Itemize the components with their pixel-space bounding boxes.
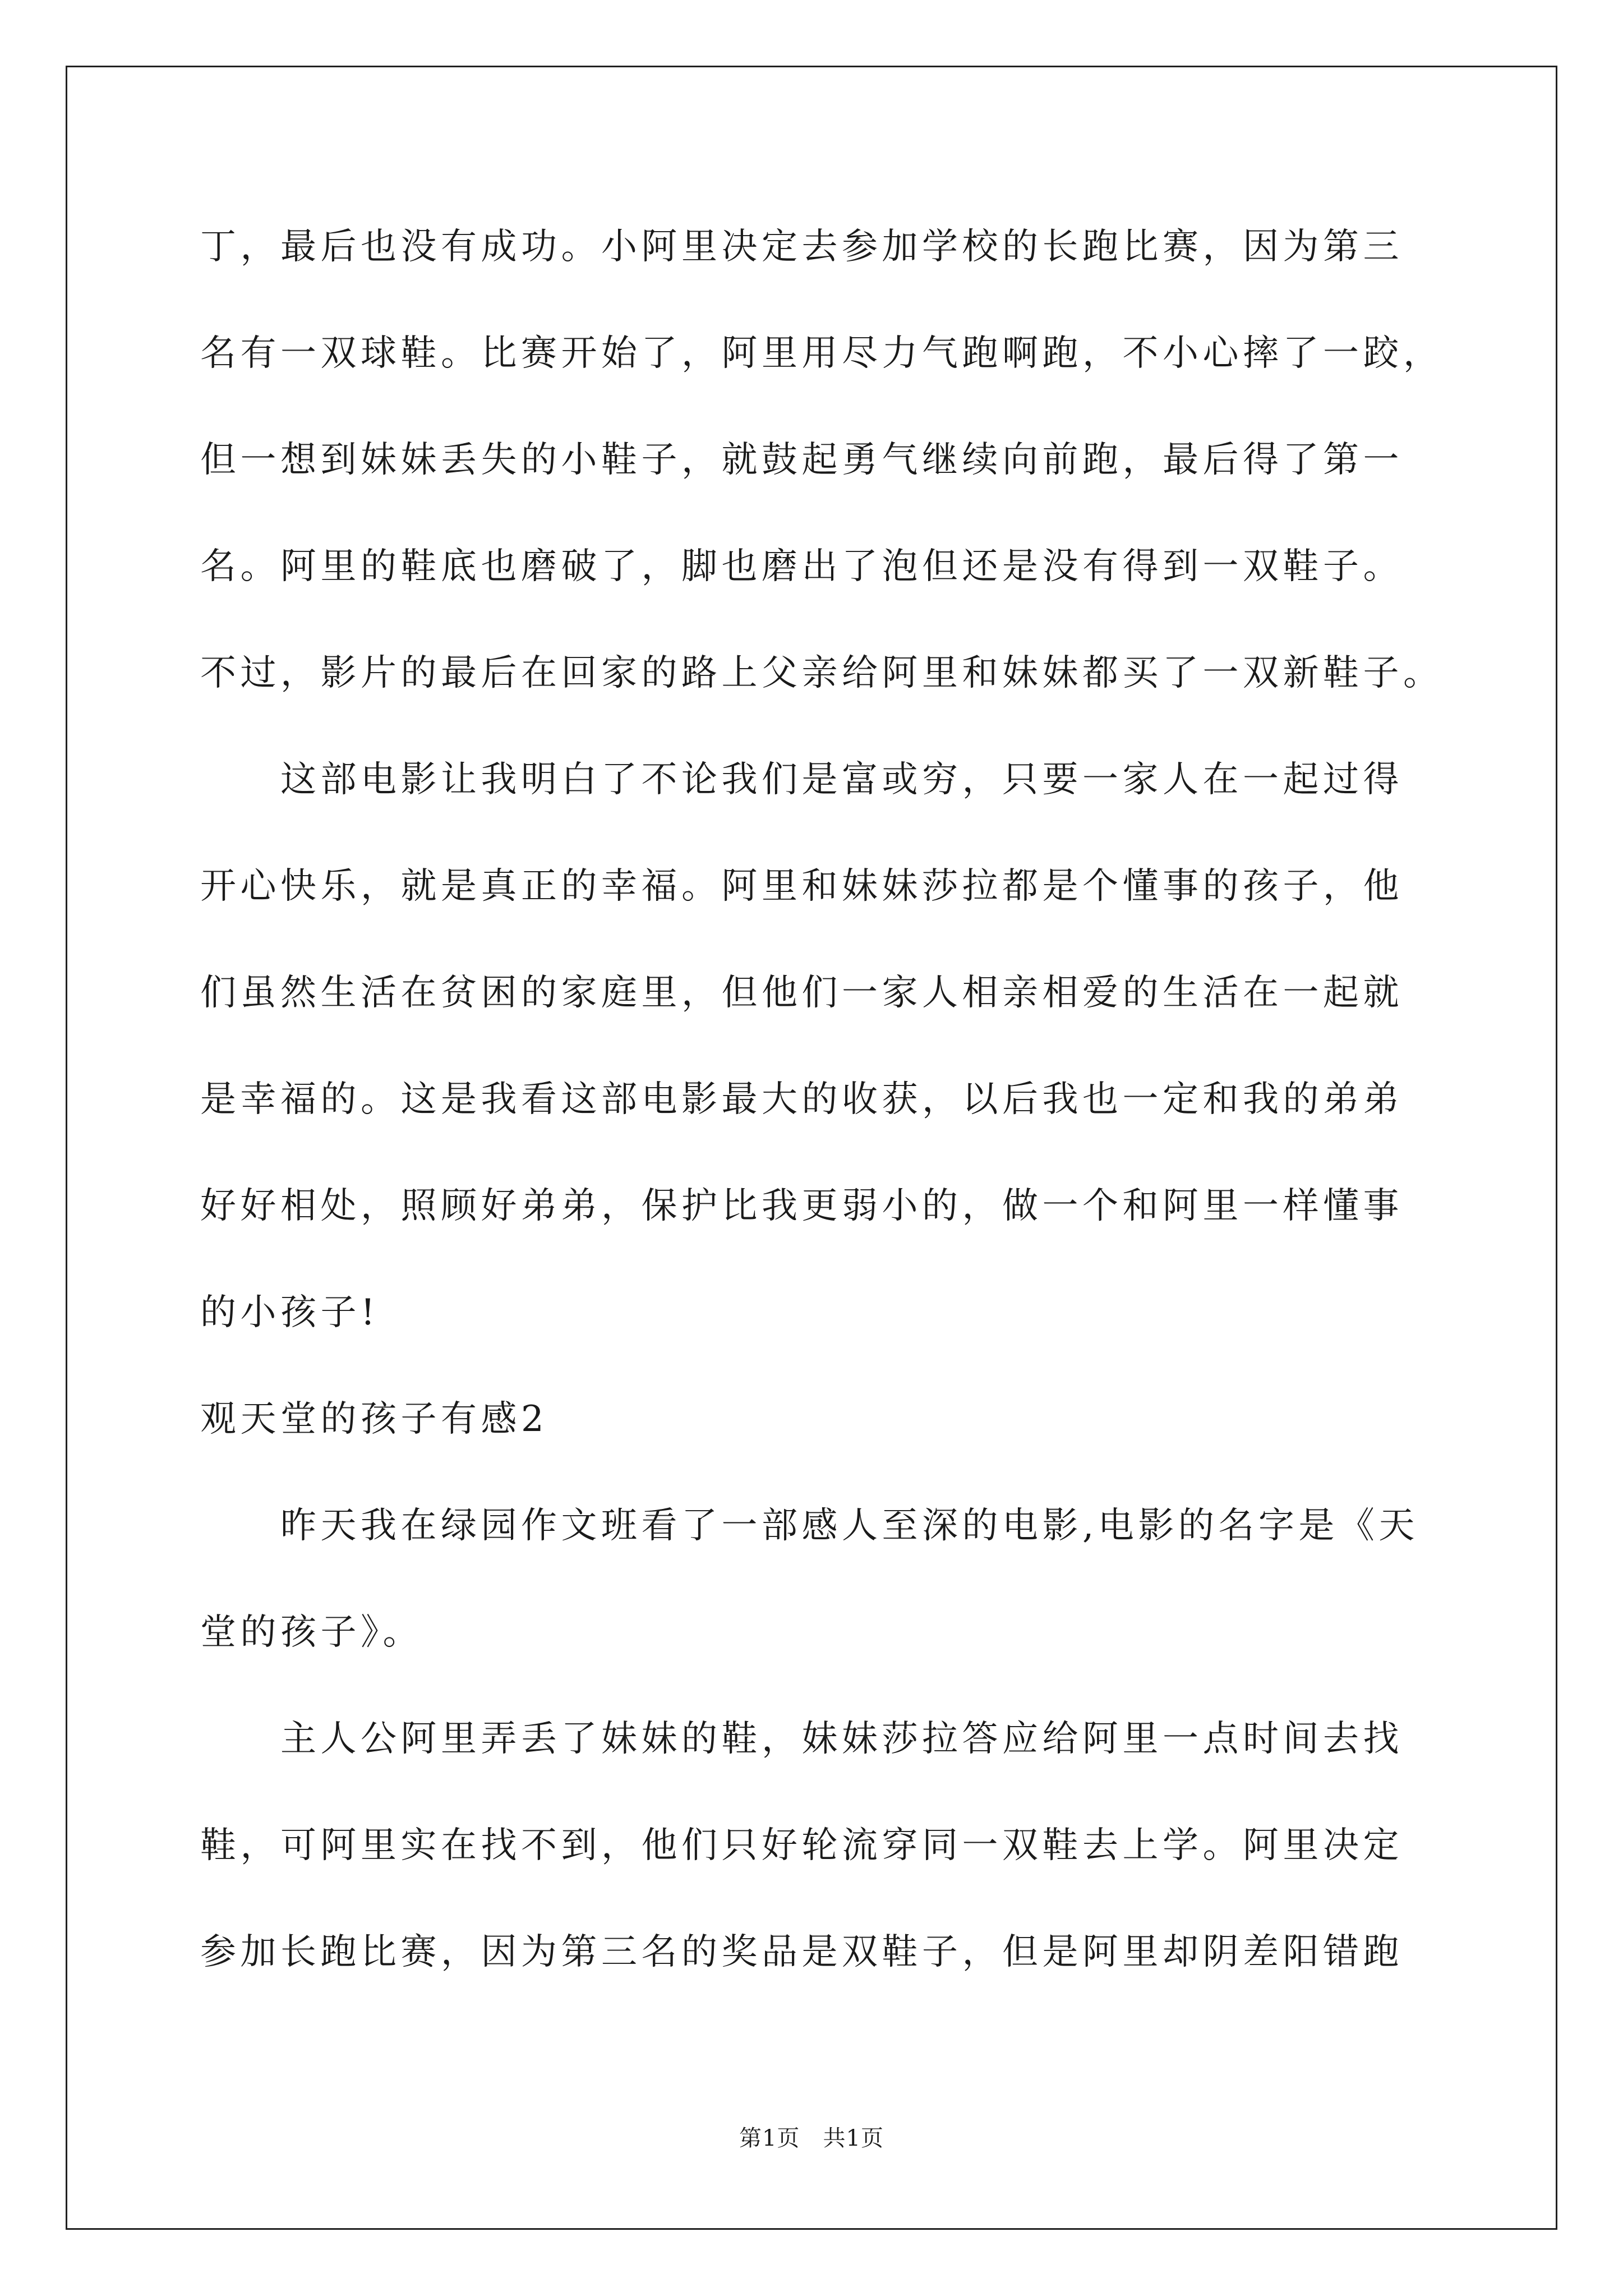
document-body [200,208,1444,2019]
text-line: 好好相处，照顾好弟弟，保护比我更弱小的，做一个和阿里一样懂事 [200,1185,1403,1227]
text-line: 开心快乐，就是真正的幸福。阿里和妹妹莎拉都是个懂事的孩子，他 [200,866,1403,907]
text-line: 的小孩子! [200,1292,380,1333]
text-line: 不过，影片的最后在回家的路上父亲给阿里和妹妹都买了一双新鞋子。 [200,652,1444,694]
text-line: 但一想到妹妹丢失的小鞋子，就鼓起勇气继续向前跑，最后得了第一 [200,439,1403,481]
paragraph-first-line: 这部电影让我明白了不论我们是富或穷，只要一家人在一起过得 [280,759,1403,800]
paragraph-first-line: 昨天我在绿园作文班看了一部感人至深的电影,电影的名字是《天 [280,1505,1419,1547]
text-line: 是幸福的。这是我看这部电影最大的收获，以后我也一定和我的弟弟 [200,1079,1403,1120]
paragraph-first-line: 主人公阿里弄丢了妹妹的鞋，妹妹莎拉答应给阿里一点时间去找 [280,1718,1403,1760]
page-footer: 第1页 共1页 [739,2125,884,2151]
text-line: 鞋，可阿里实在找不到，他们只好轮流穿同一双鞋去上学。阿里决定 [200,1825,1403,1866]
text-line: 丁，最后也没有成功。小阿里决定去参加学校的长跑比赛，因为第三 [200,226,1403,268]
text-line: 名。阿里的鞋底也磨破了，脚也磨出了泡但还是没有得到一双鞋子。 [200,546,1403,587]
section-heading: 观天堂的孩子有感2 [200,1398,548,1440]
text-line: 堂的孩子》。 [200,1612,423,1653]
text-line: 参加长跑比赛，因为第三名的奖品是双鞋子，但是阿里却阴差阳错跑 [200,1931,1403,1973]
text-line: 名有一双球鞋。比赛开始了，阿里用尽力气跑啊跑，不小心摔了一跤， [200,333,1444,374]
text-line: 们虽然生活在贫困的家庭里，但他们一家人相亲相爱的生活在一起就 [200,972,1403,1014]
